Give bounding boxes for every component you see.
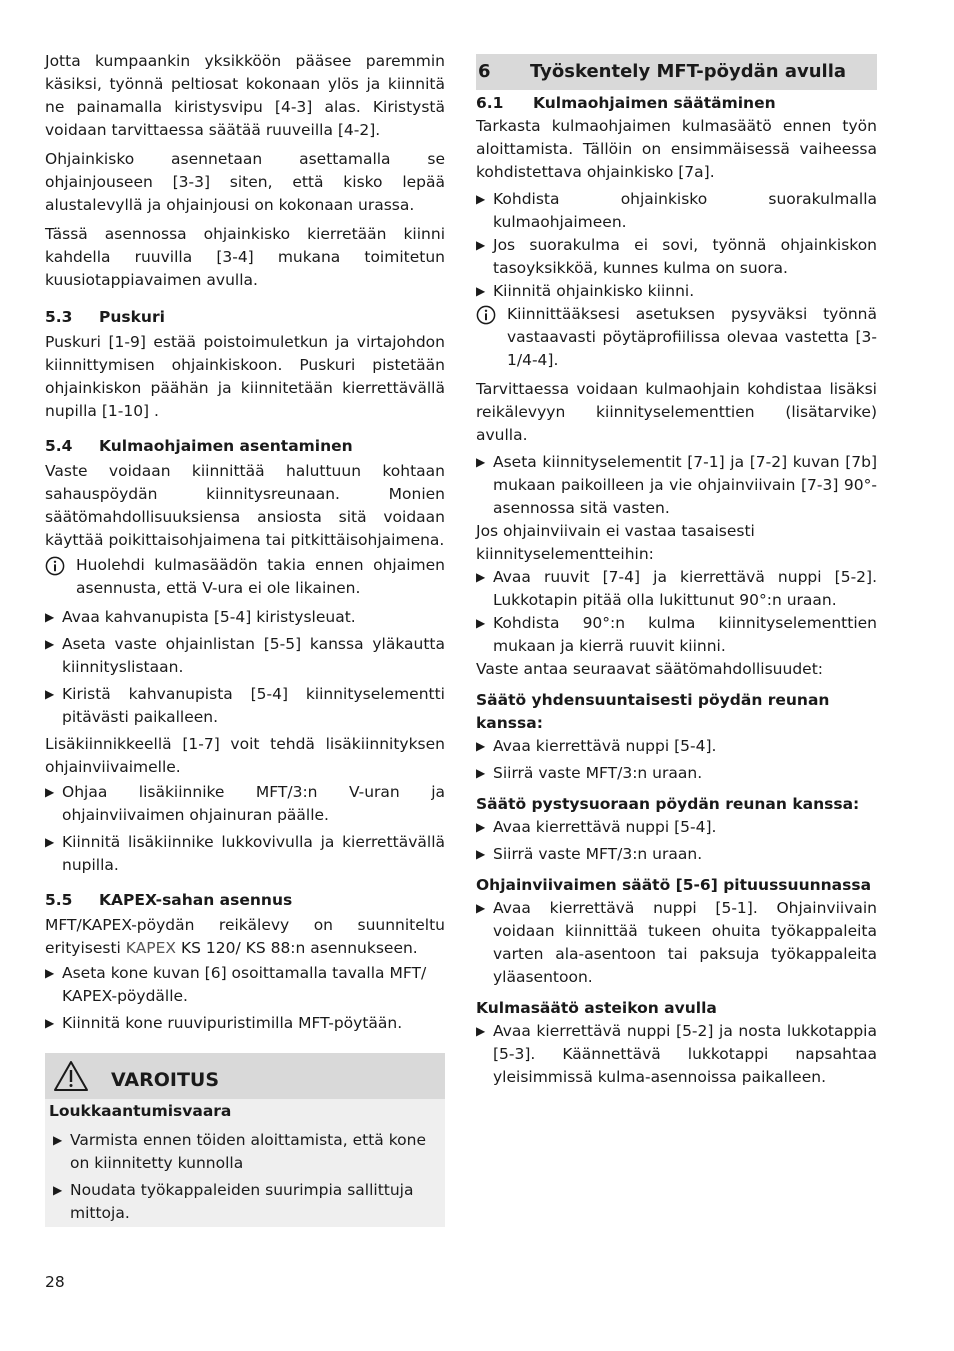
section-heading-5-5	[45, 889, 445, 912]
subheading: Ohjainviivaimen säätö [5-6] pituussuunnassa	[476, 876, 872, 894]
note-text: Kiinnittääksesi asetuksen pysyväksi työnnä vastaavasti pöytäprofiilissa olevaa vastetta [3-1/4-4].	[507, 305, 877, 369]
list-item-text: Kiinnitä ohjainkisko kiinni.	[493, 282, 695, 300]
list-item	[476, 566, 877, 612]
list-item	[45, 633, 445, 679]
paragraph: Puskuri [1-9] estää poistoimuletkun ja virtajohdon kiinnittymisen ohjainkiskoon. Puskuri pistetään ohjainkiskon päähän ja kiinnitetään kierrettävällä nupilla [1-10] .	[45, 333, 445, 420]
section-title: Kulmaohjaimen asentaminen	[99, 437, 353, 455]
list-item-text: Aseta kiinnityselementit [7-1] ja [7-2] kuvan [7b] mukaan paikoilleen ja vie ohjainviivain [7-3] 90°-asennossa sitä vasten.	[493, 453, 877, 517]
list-item	[476, 234, 877, 280]
triangle-right-icon: ▶	[476, 1024, 486, 1038]
triangle-right-icon: ▶	[476, 284, 486, 298]
chapter-title: Työskentely MFT-pöydän avulla	[530, 61, 847, 82]
subheading: Säätö pystysuoraan pöydän reunan kanssa:	[476, 795, 860, 813]
triangle-right-icon: ▶	[476, 616, 486, 630]
paragraph: Vaste voidaan kiinnittää haluttuun kohtaan sahauspöydän kiinnitysreunaan. Monien säätömahdollisuuksiensa ansiosta sitä voidaan käyttää poikittaisohjaimena tai pitkittäisohjaimena.	[45, 462, 445, 549]
paragraph: Ohjainkisko asennetaan asettamalla se ohjainjouseen [3-3] siten, että kisko lepää alustalevyllä ja ohjainjousi on kokonaan urassa.	[45, 150, 445, 214]
section-title: Puskuri	[99, 308, 165, 326]
triangle-right-icon: ▶	[476, 901, 486, 915]
list-item	[45, 1012, 445, 1035]
list-item	[45, 962, 445, 1008]
warning-body	[45, 1100, 445, 1225]
section-heading-6-1	[476, 92, 877, 115]
section-title: KAPEX-sahan asennus	[99, 891, 293, 909]
paragraph: Jos ohjainviivain ei vastaa tasaisesti kiinnityselementteihin:	[476, 522, 755, 563]
triangle-right-icon: ▶	[476, 192, 486, 206]
chapter-heading-6	[476, 54, 877, 90]
brand-name: KAPEX	[125, 939, 177, 957]
paragraph-text: MFT/KAPEX-pöydän reikälevy on suunniteltu erityisesti	[45, 916, 445, 957]
section-number: 5.5	[45, 891, 73, 909]
subheading: Kulmasäätö asteikon avulla	[476, 999, 717, 1017]
list-item-text: Aseta vaste ohjainlistan [5-5] kanssa yläkautta kiinnityslistaan.	[62, 635, 445, 676]
list-item-text: Avaa kierrettävä nuppi [5-4].	[493, 818, 717, 836]
triangle-right-icon: ▶	[476, 455, 486, 469]
list-item	[45, 831, 445, 877]
list-item	[476, 280, 877, 303]
triangle-right-icon: ▶	[476, 238, 486, 252]
list-item-text: Kiinnitä kone ruuvipuristimilla MFT-pöytään.	[62, 1014, 403, 1032]
triangle-right-icon: ▶	[45, 610, 55, 624]
list-item	[45, 683, 445, 729]
info-icon	[45, 554, 76, 600]
list-item-text: Siirrä vaste MFT/3:n uraan.	[493, 764, 703, 782]
paragraph: Lisäkiinnikkeellä [1-7] voit tehdä lisäkiinnityksen ohjainviivaimelle.	[45, 735, 445, 776]
section-heading-5-4	[45, 435, 445, 458]
list-item	[476, 612, 877, 658]
page-number: 28	[45, 1273, 65, 1291]
note	[45, 554, 445, 600]
note-text: Huolehdi kulmasäädön takia ennen ohjaimen asennusta, että V-ura ei ole likainen.	[76, 556, 445, 597]
list-item	[45, 606, 445, 629]
list-item-text: Noudata työkappaleiden suurimpia sallittuja mittoja.	[70, 1181, 414, 1222]
triangle-right-icon: ▶	[53, 1133, 63, 1147]
list-item	[476, 843, 877, 866]
right-column	[476, 50, 877, 1093]
triangle-right-icon: ▶	[45, 835, 55, 849]
list-item	[476, 816, 877, 839]
subheading: Säätö yhdensuuntaisesti pöydän reunan kanssa:	[476, 691, 830, 732]
list-item	[476, 897, 877, 989]
section-number: 5.4	[45, 437, 73, 455]
list-item-text: Kohdista 90°:n kulma kiinnityselementtien mukaan ja kierrä ruuvit kiinni.	[493, 614, 877, 655]
left-column	[45, 50, 445, 1039]
paragraph	[45, 914, 445, 960]
list-item	[476, 451, 877, 520]
chapter-number: 6	[478, 61, 491, 82]
list-item-text: Avaa kierrettävä nuppi [5-2] ja nosta lukkotappia [5-3]. Käännettävä lukkotappi napsahtaa yleisimmissä kulma-asennoissa paikalleen.	[493, 1022, 877, 1086]
list-item-text: Avaa ruuvit [7-4] ja kierrettävä nuppi [5-2]. Lukkotapin pitää olla lukittunut 90°:n uraan.	[493, 568, 877, 609]
list-item-text: Kohdista ohjainkisko suorakulmalla kulmaohjaimeen.	[493, 190, 877, 231]
list-item	[476, 1020, 877, 1089]
triangle-right-icon: ▶	[45, 1016, 55, 1030]
list-item	[476, 762, 877, 785]
triangle-right-icon: ▶	[45, 785, 55, 799]
triangle-right-icon: ▶	[45, 637, 55, 651]
list-item-text: Avaa kahvanupista [5-4] kiristysleuat.	[62, 608, 356, 626]
info-icon	[476, 303, 507, 372]
list-item-text: Kiristä kahvanupista [5-4] kiinnityselementti pitävästi paikalleen.	[62, 685, 445, 726]
paragraph: Vaste antaa seuraavat säätömahdollisuudet:	[476, 660, 824, 678]
list-item	[476, 188, 877, 234]
list-item-text: Avaa kierrettävä nuppi [5-1]. Ohjainviivain voidaan kiinnittää tukeen ohuita työkappaleita varten ala-asentoon tai paksuja työkappaleita yläasentoon.	[493, 899, 877, 986]
section-number: 6.1	[476, 94, 504, 112]
warning-header	[45, 1053, 445, 1099]
triangle-right-icon: ▶	[476, 766, 486, 780]
triangle-right-icon: ▶	[53, 1183, 63, 1197]
paragraph: Jotta kumpaankin yksikköön pääsee paremmin käsiksi, työnnä peltiosat kokonaan ylös ja kiinnitä ne painamalla kiristysvipu [4-3] alas. Kiristystä voidaan tarvittaessa säätää ruuveilla [4-2].	[45, 52, 445, 139]
triangle-right-icon: ▶	[476, 820, 486, 834]
section-title: Kulmaohjaimen säätäminen	[533, 94, 776, 112]
list-item-text: Varmista ennen töiden aloittamista, että kone on kiinnitetty kunnolla	[70, 1131, 426, 1172]
list-item-text: Aseta kone kuvan [6] osoittamalla tavalla MFT/ KAPEX-pöydälle.	[62, 964, 427, 1005]
triangle-right-icon: ▶	[476, 847, 486, 861]
list-item-text: Ohjaa lisäkiinnike MFT/3:n V-uran ja ohjainviivaimen ohjainuran päälle.	[62, 783, 445, 824]
warning-subtitle: Loukkaantumisvaara	[49, 1102, 232, 1120]
triangle-right-icon: ▶	[45, 966, 55, 980]
triangle-right-icon: ▶	[476, 570, 486, 584]
section-number: 5.3	[45, 308, 73, 326]
warning-box	[45, 1053, 445, 1227]
note	[476, 303, 877, 372]
paragraph: Tarkasta kulmaohjaimen kulmasäätö ennen työn aloittamista. Tällöin on ensimmäisessä vaiheessa kohdistettava ohjainkisko [7a].	[476, 117, 877, 181]
list-item	[49, 1179, 441, 1225]
list-item-text: Kiinnitä lisäkiinnike lukkovivulla ja kierrettävällä nupilla.	[62, 833, 445, 874]
paragraph: Tässä asennossa ohjainkisko kierretään kiinni kahdella ruuvilla [3-4] mukana toimitetun kuusiotappiavaimen avulla.	[45, 225, 445, 289]
list-item-text: Siirrä vaste MFT/3:n uraan.	[493, 845, 703, 863]
list-item	[49, 1129, 441, 1175]
list-item-text: Avaa kierrettävä nuppi [5-4].	[493, 737, 717, 755]
list-item	[45, 781, 445, 827]
section-heading-5-3	[45, 306, 445, 329]
paragraph: Tarvittaessa voidaan kulmaohjain kohdistaa lisäksi reikälevyyn kiinnityselementtien (lisätarvike) avulla.	[476, 380, 877, 444]
triangle-right-icon: ▶	[45, 687, 55, 701]
warning-title: VAROITUS	[111, 1069, 220, 1091]
warning-triangle-icon	[53, 1060, 89, 1092]
triangle-right-icon: ▶	[476, 739, 486, 753]
list-item-text: Jos suorakulma ei sovi, työnnä ohjainkiskon tasoyksikköä, kunnes kulma on suora.	[493, 236, 877, 277]
paragraph-text: KS 120/ KS 88:n asennukseen.	[180, 939, 418, 957]
list-item	[476, 735, 877, 758]
